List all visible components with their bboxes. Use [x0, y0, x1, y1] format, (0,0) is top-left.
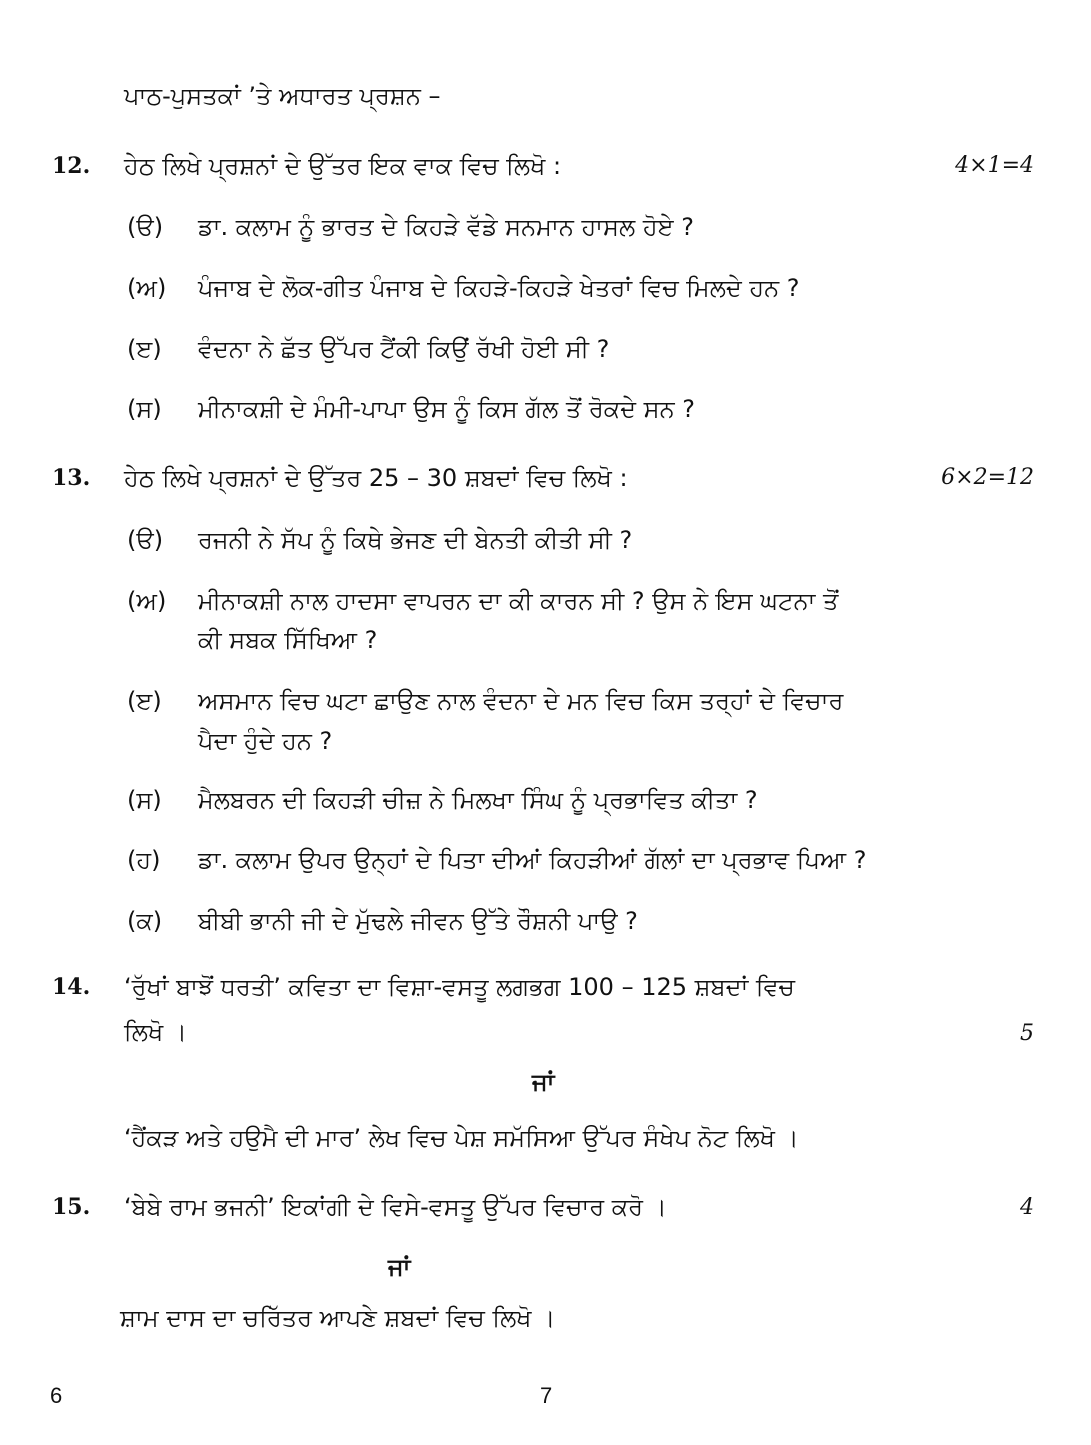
q13-option-text-continued: ਪੈਦਾ ਹੁੰਦੇ ਹਨ ? [198, 727, 333, 755]
question-14-alternative: ‘ਹੈਂਕੜ ਅਤੇ ਹਉਮੈ ਦੀ ਮਾਰ’ ਲੇਖ ਵਿਚ ਪੇਸ਼ ਸਮੱਸਿਆ ਉੱਪਰ ਸੰਖੇਪ ਨੋਟ ਲਿਖੋ । [124, 1124, 799, 1152]
question-12-text: ਹੇਠ ਲਿਖੇ ਪ੍ਰਸ਼ਨਾਂ ਦੇ ਉੱਤਰ ਇਕ ਵਾਕ ਵਿਚ ਲਿਖੋ : [124, 152, 562, 180]
q12-option-text: ਡਾ. ਕਲਾਮ ਨੂੰ ਭਾਰਤ ਦੇ ਕਿਹੜੇ ਵੱਡੇ ਸਨਮਾਨ ਹਾਸਲ ਹੋਏ ? [198, 213, 694, 241]
question-13-text: ਹੇਠ ਲਿਖੇ ਪ੍ਰਸ਼ਨਾਂ ਦੇ ਉੱਤਰ 25 – 30 ਸ਼ਬਦਾਂ ਵਿਚ ਲਿਖੋ : [124, 464, 628, 492]
q13-option-text-continued: ਕੀ ਸਬਕ ਸਿੱਖਿਆ ? [198, 626, 378, 654]
q12-option-text: ਪੰਜਾਬ ਦੇ ਲੋਕ-ਗੀਤ ਪੰਜਾਬ ਦੇ ਕਿਹੜੇ-ਕਿਹੜੇ ਖੇਤਰਾਂ ਵਿਚ ਮਿਲਦੇ ਹਨ ? [198, 274, 800, 302]
q13-option-text: ਅਸਮਾਨ ਵਿਚ ਘਟਾ ਛਾਉਣ ਨਾਲ ਵੰਦਨਾ ਦੇ ਮਨ ਵਿਚ ਕਿਸ ਤਰ੍ਹਾਂ ਦੇ ਵਿਚਾਰ [198, 687, 844, 715]
question-14-text-continued: ਲਿਖੋ । [124, 1018, 187, 1046]
question-14-marks: 5 [1020, 1021, 1034, 1046]
q12-option-text: ਮੀਨਾਕਸ਼ੀ ਦੇ ਮੰਮੀ-ਪਾਪਾ ਉਸ ਨੂੰ ਕਿਸ ਗੱਲ ਤੋਂ ਰੋਕਦੇ ਸਨ ? [198, 395, 695, 423]
q13-option-label: (ਅ) [127, 587, 167, 615]
q13-option-label: (ੲ) [127, 687, 162, 715]
question-13-number: 13. [52, 465, 91, 491]
q13-option-label: (ਸ) [127, 786, 162, 814]
q13-option-label: (ਕ) [127, 907, 163, 935]
q13-option-label: (ੳ) [127, 526, 164, 554]
question-12-marks: 4×1=4 [955, 153, 1034, 178]
q13-option-text: ਡਾ. ਕਲਾਮ ਉਪਰ ਉਨ੍ਹਾਂ ਦੇ ਪਿਤਾ ਦੀਆਂ ਕਿਹੜੀਆਂ ਗੱਲਾਂ ਦਾ ਪ੍ਰਭਾਵ ਪਿਆ ? [198, 846, 867, 874]
q13-option-text: ਮੀਨਾਕਸ਼ੀ ਨਾਲ ਹਾਦਸਾ ਵਾਪਰਨ ਦਾ ਕੀ ਕਾਰਨ ਸੀ ? ਉਸ ਨੇ ਇਸ ਘਟਨਾ ਤੋਂ [198, 587, 839, 615]
q12-option-text: ਵੰਦਨਾ ਨੇ ਛੱਤ ਉੱਪਰ ਟੈਂਕੀ ਕਿਉਂ ਰੱਖੀ ਹੋਈ ਸੀ ? [198, 335, 610, 363]
question-15-alternative: ਸ਼ਾਮ ਦਾਸ ਦਾ ਚਰਿੱਤਰ ਆਪਣੇ ਸ਼ਬਦਾਂ ਵਿਚ ਲਿਖੋ । [120, 1304, 556, 1332]
q13-option-text: ਮੈਲਬਰਨ ਦੀ ਕਿਹੜੀ ਚੀਜ਼ ਨੇ ਮਿਲਖਾ ਸਿੰਘ ਨੂੰ ਪ੍ਰਭਾਵਿਤ ਕੀਤਾ ? [198, 786, 758, 814]
question-15-text: ‘ਬੇਬੇ ਰਾਮ ਭਜਨੀ’ ਇਕਾਂਗੀ ਦੇ ਵਿਸੇ-ਵਸਤੂ ਉੱਪਰ ਵਿਚਾਰ ਕਰੋ । [124, 1193, 667, 1221]
question-14-text: ‘ਰੁੱਖਾਂ ਬਾਝੋਂ ਧਰਤੀ’ ਕਵਿਤਾ ਦਾ ਵਿਸ਼ਾ-ਵਸਤੂ ਲਗਭਗ 100 – 125 ਸ਼ਬਦਾਂ ਵਿਚ [124, 973, 795, 1001]
question-13-marks: 6×2=12 [941, 465, 1034, 490]
q13-option-text: ਰਜਨੀ ਨੇ ਸੱਪ ਨੂੰ ਕਿਥੇ ਭੇਜਣ ਦੀ ਬੇਨਤੀ ਕੀਤੀ ਸੀ ? [198, 526, 633, 554]
section-heading: ਪਾਠ-ਪੁਸਤਕਾਂ ’ਤੇ ਅਧਾਰਤ ਪ੍ਰਸ਼ਨ – [124, 82, 441, 110]
question-12-number: 12. [52, 153, 91, 179]
question-15-number: 15. [52, 1194, 91, 1220]
q13-option-text: ਬੀਬੀ ਭਾਨੀ ਜੀ ਦੇ ਮੁੱਢਲੇ ਜੀਵਨ ਉੱਤੇ ਰੌਸ਼ਨੀ ਪਾਉ ? [198, 907, 638, 935]
q12-option-label: (ਅ) [127, 274, 167, 302]
q12-option-label: (ੲ) [127, 335, 162, 363]
page-number: 7 [540, 1383, 553, 1408]
q13-option-label: (ਹ) [127, 846, 161, 874]
q12-option-label: (ਸ) [127, 395, 162, 423]
question-15-marks: 4 [1020, 1195, 1034, 1220]
page-code: 6 [50, 1383, 63, 1408]
question-14-number: 14. [52, 974, 91, 1000]
question-14-or: ਜਾਂ [532, 1068, 555, 1096]
question-15-or: ਜਾਂ [388, 1253, 411, 1281]
q12-option-label: (ੳ) [127, 213, 164, 241]
